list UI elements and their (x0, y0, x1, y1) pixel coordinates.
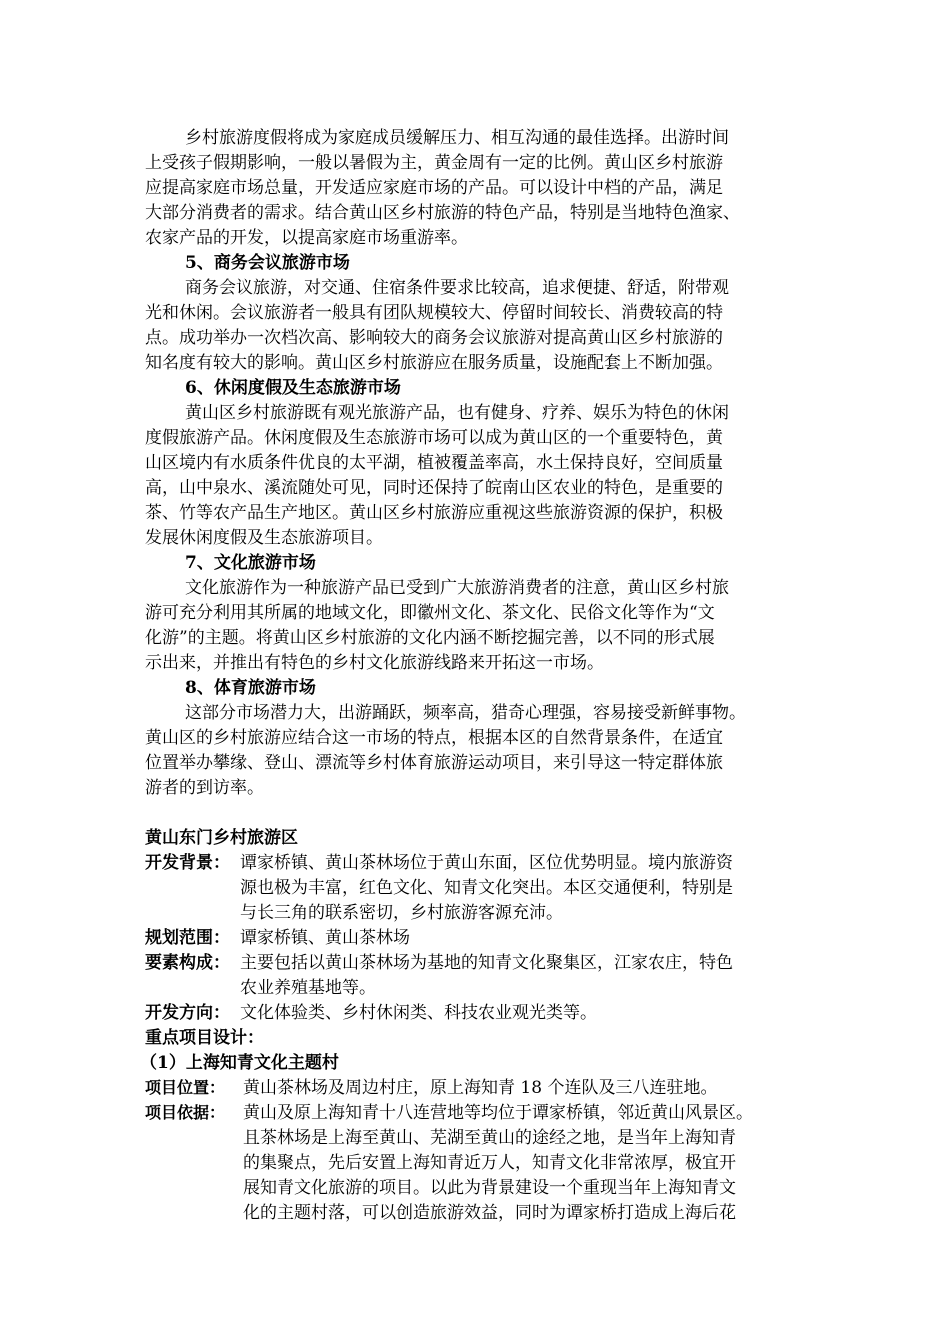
elements-label: 要素构成： (145, 953, 230, 973)
key-projects-heading: 重点项目设计： (145, 1028, 264, 1048)
basis-line: 展知青文化旅游的项目。以此为背景建设一个重现当年上海知青文 (243, 1178, 736, 1198)
paragraph-line: 大部分消费者的需求。结合黄山区乡村旅游的特色产品，特别是当地特色渔家、 (145, 203, 740, 223)
paragraph-line: 应提高家庭市场总量，开发适应家庭市场的产品。可以设计中档的产品，满足 (145, 178, 723, 198)
paragraph-line: 游可充分利用其所属的地域文化，即徽州文化、茶文化、民俗文化等作为“文 (145, 603, 715, 623)
project-title: （1）上海知青文化主题村 (140, 1053, 339, 1073)
background-line: 与长三角的联系密切，乡村旅游客源充沛。 (240, 903, 563, 923)
paragraph-line: 位置举办攀缘、登山、漂流等乡村体育旅游运动项目，来引导这一特定群体旅 (145, 753, 723, 773)
paragraph-line: 乡村旅游度假将成为家庭成员缓解压力、相互沟通的最佳选择。出游时间 (185, 128, 729, 148)
basis-line: 的集聚点，先后安置上海知青近万人，知青文化非常浓厚，极宜开 (243, 1153, 736, 1173)
zone-title: 黄山东门乡村旅游区 (145, 828, 298, 848)
basis-line: 且茶林场是上海至黄山、芜湖至黄山的途经之地，是当年上海知青 (243, 1128, 736, 1148)
location-value: 黄山茶林场及周边村庄，原上海知青 18 个连队及三八连驻地。 (243, 1078, 718, 1098)
paragraph-line: 光和休闲。会议旅游者一般具有团队规模较大、停留时间较长、消费较高的特 (145, 303, 723, 323)
section-heading-business: 5、商务会议旅游市场 (185, 253, 350, 273)
paragraph-line: 这部分市场潜力大，出游踊跃，频率高，猎奇心理强，容易接受新鲜事物。 (185, 703, 746, 723)
section-heading-sports: 8、体育旅游市场 (185, 678, 316, 698)
paragraph-line: 知名度有较大的影响。黄山区乡村旅游应在服务质量，设施配套上不断加强。 (145, 353, 723, 373)
paragraph-line: 游者的到访率。 (145, 778, 264, 798)
section-heading-leisure: 6、休闲度假及生态旅游市场 (185, 378, 401, 398)
paragraph-line: 高，山中泉水、溪流随处可见，同时还保持了皖南山区农业的特色，是重要的 (145, 478, 723, 498)
background-line: 源也极为丰富，红色文化、知青文化突出。本区交通便利，特别是 (240, 878, 733, 898)
paragraph-line: 上受孩子假期影响，一般以暑假为主，黄金周有一定的比例。黄山区乡村旅游 (145, 153, 723, 173)
section-heading-culture: 7、文化旅游市场 (185, 553, 316, 573)
basis-line: 黄山及原上海知青十八连营地等均位于谭家桥镇，邻近黄山风景区。 (243, 1103, 753, 1123)
elements-line: 主要包括以黄山茶林场为基地的知青文化聚集区，江家农庄，特色 (240, 953, 733, 973)
direction-value: 文化体验类、乡村休闲类、科技农业观光类等。 (240, 1003, 597, 1023)
location-label: 项目位置： (145, 1078, 226, 1097)
paragraph-line: 点。成功举办一次档次高、影响较大的商务会议旅游对提高黄山区乡村旅游的 (145, 328, 723, 348)
paragraph-line: 黄山区的乡村旅游应结合这一市场的特点，根据本区的自然背景条件，在适宜 (145, 728, 723, 748)
elements-line: 农业养殖基地等。 (240, 978, 376, 998)
paragraph-line: 黄山区乡村旅游既有观光旅游产品，也有健身、疗养、娱乐为特色的休闲 (185, 403, 729, 423)
basis-line: 化的主题村落，可以创造旅游效益，同时为谭家桥打造成上海后花 (243, 1203, 736, 1223)
paragraph-line: 度假旅游产品。休闲度假及生态旅游市场可以成为黄山区的一个重要特色，黄 (145, 428, 723, 448)
scope-label: 规划范围： (145, 928, 230, 948)
paragraph-line: 示出来，并推出有特色的乡村文化旅游线路来开拓这一市场。 (145, 653, 604, 673)
scope-value: 谭家桥镇、黄山茶林场 (240, 928, 410, 948)
background-label: 开发背景： (145, 853, 230, 873)
paragraph-line: 农家产品的开发，以提高家庭市场重游率。 (145, 228, 468, 248)
direction-label: 开发方向： (145, 1003, 230, 1023)
paragraph-line: 商务会议旅游，对交通、住宿条件要求比较高，追求便捷、舒适，附带观 (185, 278, 729, 298)
paragraph-line: 文化旅游作为一种旅游产品已受到广大旅游消费者的注意，黄山区乡村旅 (185, 578, 729, 598)
paragraph-line: 化游”的主题。将黄山区乡村旅游的文化内涵不断挖掘完善，以不同的形式展 (145, 628, 715, 648)
background-line: 谭家桥镇、黄山茶林场位于黄山东面，区位优势明显。境内旅游资 (240, 853, 733, 873)
paragraph-line: 山区境内有水质条件优良的太平湖，植被覆盖率高，水土保持良好，空间质量 (145, 453, 723, 473)
paragraph-line: 茶、竹等农产品生产地区。黄山区乡村旅游应重视这些旅游资源的保护，积极 (145, 503, 723, 523)
basis-label: 项目依据： (145, 1103, 226, 1122)
paragraph-line: 发展休闲度假及生态旅游项目。 (145, 528, 383, 548)
